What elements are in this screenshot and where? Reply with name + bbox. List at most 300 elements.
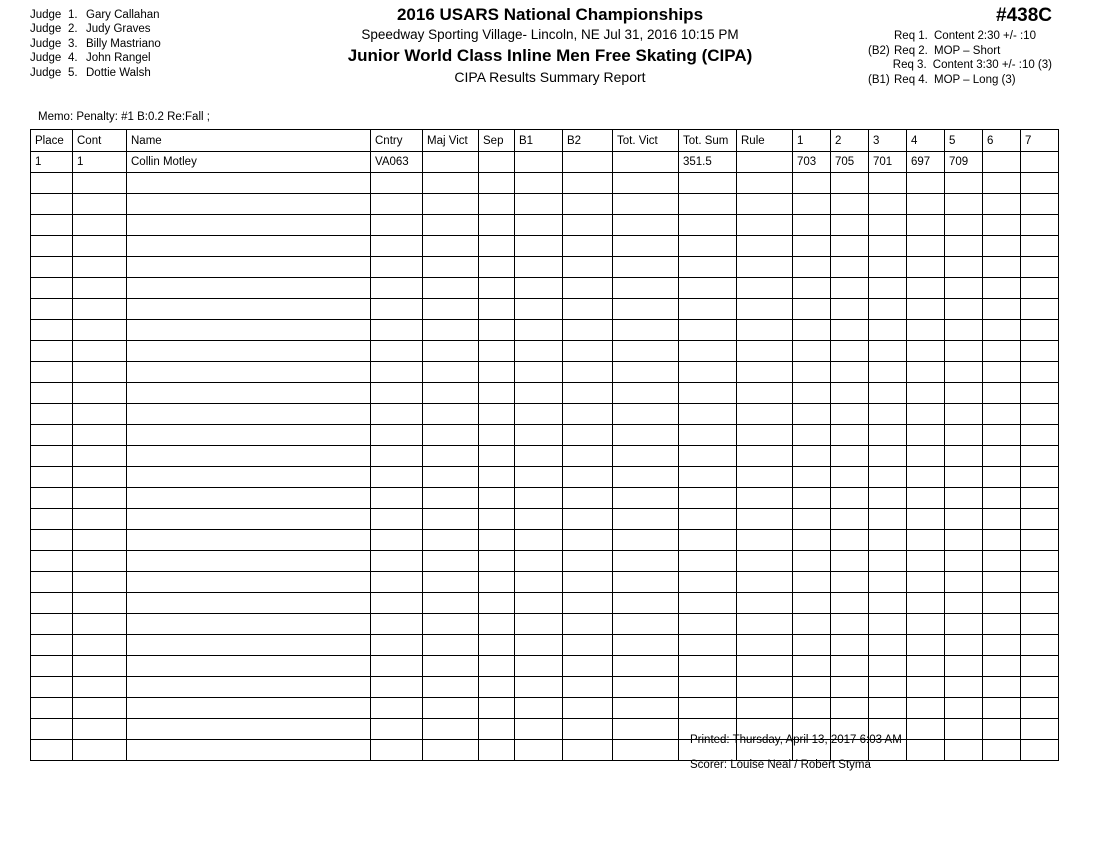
cell-empty [869, 383, 907, 404]
cell-empty [737, 572, 793, 593]
cell-empty [679, 278, 737, 299]
cell-maj-vict [423, 152, 479, 173]
cell-empty [371, 299, 423, 320]
cell-empty [73, 635, 127, 656]
cell-empty [31, 194, 73, 215]
cell-empty [679, 173, 737, 194]
cell-empty [831, 425, 869, 446]
cell-empty [679, 425, 737, 446]
cell-empty [793, 299, 831, 320]
cell-empty [423, 446, 479, 467]
cell-empty [679, 320, 737, 341]
cell-empty [563, 509, 613, 530]
judge-number: 5. [68, 66, 78, 79]
cell-empty [983, 698, 1021, 719]
cell-empty [73, 614, 127, 635]
col-judge-3: 3 [869, 130, 907, 152]
cell-empty [793, 341, 831, 362]
judge-name: Billy Mastriano [86, 37, 161, 50]
cell-empty [371, 215, 423, 236]
cell-empty [127, 551, 371, 572]
cell-empty [515, 173, 563, 194]
cell-empty [371, 530, 423, 551]
cell-empty [793, 173, 831, 194]
cell-empty [869, 341, 907, 362]
cell-empty [869, 257, 907, 278]
cell-empty [737, 656, 793, 677]
cell-empty [127, 593, 371, 614]
cell-empty [515, 635, 563, 656]
cell-empty [31, 173, 73, 194]
cell-empty [479, 341, 515, 362]
cell-empty [1021, 299, 1059, 320]
cell-empty [831, 593, 869, 614]
cell-empty [1021, 404, 1059, 425]
cell-empty [515, 299, 563, 320]
cell-empty [613, 383, 679, 404]
cell-empty [1021, 551, 1059, 572]
cell-empty [831, 362, 869, 383]
cell-empty [679, 509, 737, 530]
cell-empty [1021, 467, 1059, 488]
cell-empty [515, 215, 563, 236]
cell-empty [613, 740, 679, 761]
cell-empty [983, 299, 1021, 320]
cell-empty [945, 530, 983, 551]
cell-empty [945, 425, 983, 446]
cell-empty [73, 467, 127, 488]
cell-empty [479, 677, 515, 698]
cell-empty [515, 467, 563, 488]
cell-empty [563, 614, 613, 635]
cell-empty [563, 341, 613, 362]
cell-empty [983, 278, 1021, 299]
requirement-row [867, 73, 1052, 88]
cell-empty [945, 362, 983, 383]
cell-empty [1021, 362, 1059, 383]
cell-empty [737, 299, 793, 320]
cell-empty [563, 362, 613, 383]
cell-empty [679, 614, 737, 635]
cell-empty [479, 740, 515, 761]
cell-empty [679, 362, 737, 383]
cell-empty [793, 656, 831, 677]
judge-name: Gary Callahan [86, 9, 160, 21]
requirement-text: MOP – Short [934, 44, 1001, 57]
cell-empty [907, 719, 945, 740]
requirement-label: Req 3. [892, 59, 927, 71]
cell-empty [73, 425, 127, 446]
cell-empty [945, 299, 983, 320]
cell-empty [31, 635, 73, 656]
cell-empty [831, 320, 869, 341]
cell-empty [479, 656, 515, 677]
cell-empty [127, 656, 371, 677]
cell-empty [907, 341, 945, 362]
cell-empty [793, 551, 831, 572]
page-title: 2016 USARS National Championships [396, 5, 704, 24]
cell-empty [907, 656, 945, 677]
cell-empty [907, 614, 945, 635]
cell-rule [737, 152, 793, 173]
col-maj-vict: Maj Vict [423, 130, 479, 152]
cell-empty [983, 635, 1021, 656]
cell-empty [423, 551, 479, 572]
cell-empty [515, 320, 563, 341]
cell-empty [31, 530, 73, 551]
cell-empty [907, 404, 945, 425]
cell-empty [613, 341, 679, 362]
cell-empty [1021, 635, 1059, 656]
table-row-empty [31, 215, 1059, 236]
cell-empty [73, 299, 127, 320]
cell-empty [945, 719, 983, 740]
table-row-empty [31, 635, 1059, 656]
cell-empty [1021, 257, 1059, 278]
cell-empty [613, 425, 679, 446]
cell-empty [737, 593, 793, 614]
table-row-empty [31, 299, 1059, 320]
cell-empty [371, 236, 423, 257]
cell-empty [737, 320, 793, 341]
cell-empty [479, 488, 515, 509]
cell-empty [563, 656, 613, 677]
cell-empty [613, 509, 679, 530]
cell-empty [127, 572, 371, 593]
cell-empty [907, 551, 945, 572]
cell-empty [907, 215, 945, 236]
cell-empty [73, 341, 127, 362]
table-row-empty [31, 698, 1059, 719]
cell-empty [679, 551, 737, 572]
cell-empty [831, 509, 869, 530]
cell-empty [793, 236, 831, 257]
cell-empty [831, 341, 869, 362]
cell-empty [515, 194, 563, 215]
cell-empty [613, 257, 679, 278]
cell-empty [73, 530, 127, 551]
judge-number: 2. [68, 23, 78, 36]
cell-empty [423, 677, 479, 698]
cell-empty [793, 257, 831, 278]
cell-empty [907, 467, 945, 488]
judge-row [30, 66, 161, 80]
cell-empty [945, 677, 983, 698]
cell-empty [613, 320, 679, 341]
cell-empty [613, 551, 679, 572]
table-row-empty [31, 320, 1059, 341]
cell-empty [907, 530, 945, 551]
cell-empty [983, 572, 1021, 593]
cell-empty [31, 299, 73, 320]
report-subtitle: CIPA Results Summary Report [454, 69, 646, 85]
cell-empty [737, 215, 793, 236]
cell-empty [563, 677, 613, 698]
cell-empty [371, 404, 423, 425]
cell-empty [613, 488, 679, 509]
col-tot-sum: Tot. Sum [679, 130, 737, 152]
cell-empty [793, 467, 831, 488]
cell-empty [31, 215, 73, 236]
cell-empty [1021, 320, 1059, 341]
cell-empty [831, 278, 869, 299]
cell-empty [127, 509, 371, 530]
cell-empty [371, 614, 423, 635]
cell-empty [73, 383, 127, 404]
cell-empty [613, 299, 679, 320]
table-row-empty [31, 677, 1059, 698]
cell-empty [831, 446, 869, 467]
table-row-empty [31, 614, 1059, 635]
cell-empty [737, 257, 793, 278]
cell-empty [945, 572, 983, 593]
cell-empty [31, 614, 73, 635]
cell-empty [423, 740, 479, 761]
cell-empty [945, 551, 983, 572]
cell-empty [793, 593, 831, 614]
cell-empty [869, 278, 907, 299]
cell-empty [563, 173, 613, 194]
cell-empty [869, 698, 907, 719]
cell-judge-1: 703 [793, 152, 831, 173]
requirement-text: MOP – Long (3) [934, 73, 1016, 86]
cell-empty [983, 488, 1021, 509]
judge-name: Dottie Walsh [86, 66, 151, 79]
cell-empty [983, 551, 1021, 572]
cell-empty [1021, 383, 1059, 404]
cell-empty [479, 299, 515, 320]
cell-empty [515, 446, 563, 467]
col-cntry: Cntry [371, 130, 423, 152]
cell-empty [479, 446, 515, 467]
cell-empty [479, 404, 515, 425]
cell-empty [1021, 719, 1059, 740]
cell-empty [515, 551, 563, 572]
cell-empty [869, 551, 907, 572]
cell-empty [423, 635, 479, 656]
cell-empty [679, 698, 737, 719]
cell-empty [737, 383, 793, 404]
cell-empty [563, 446, 613, 467]
cell-empty [1021, 509, 1059, 530]
cell-empty [983, 257, 1021, 278]
cell-empty [613, 467, 679, 488]
requirement-tag: (B2) [868, 44, 890, 57]
cell-empty [127, 425, 371, 446]
cell-empty [423, 383, 479, 404]
cell-sep [479, 152, 515, 173]
cell-empty [371, 341, 423, 362]
cell-empty [613, 656, 679, 677]
cell-empty [371, 194, 423, 215]
cell-empty [479, 719, 515, 740]
event-title: Junior World Class Inline Men Free Skating (CIPA) [347, 46, 753, 65]
cell-empty [127, 299, 371, 320]
cell-empty [423, 341, 479, 362]
cell-empty [907, 383, 945, 404]
cell-empty [423, 509, 479, 530]
cell-empty [983, 446, 1021, 467]
cell-empty [869, 404, 907, 425]
cell-cntry: VA063 [371, 152, 423, 173]
cell-empty [423, 425, 479, 446]
cell-empty [563, 236, 613, 257]
scorer-line: Scorer: Louise Neal / Robert Styma [690, 759, 871, 771]
cell-empty [945, 173, 983, 194]
cell-empty [737, 677, 793, 698]
cell-empty [563, 698, 613, 719]
cell-empty [945, 320, 983, 341]
requirement-text: Content 2:30 +/- :10 [934, 30, 1036, 42]
cell-empty [613, 215, 679, 236]
cell-empty [831, 236, 869, 257]
cell-empty [1021, 593, 1059, 614]
judge-label: Judge [30, 9, 62, 21]
requirement-label: Req 4. [894, 73, 928, 86]
cell-empty [679, 341, 737, 362]
cell-empty [1021, 341, 1059, 362]
cell-empty [31, 698, 73, 719]
cell-empty [127, 215, 371, 236]
cell-empty [515, 572, 563, 593]
cell-empty [869, 320, 907, 341]
cell-empty [983, 614, 1021, 635]
cell-empty [831, 488, 869, 509]
requirements-block [867, 4, 1052, 87]
cell-empty [371, 656, 423, 677]
cell-empty [869, 215, 907, 236]
results-table-body [31, 152, 1059, 761]
cell-empty [793, 614, 831, 635]
cell-empty [737, 698, 793, 719]
cell-empty [679, 593, 737, 614]
cell-empty [869, 467, 907, 488]
cell-empty [127, 719, 371, 740]
cell-empty [869, 194, 907, 215]
cell-empty [907, 509, 945, 530]
cell-empty [945, 698, 983, 719]
cell-empty [515, 593, 563, 614]
cell-empty [869, 635, 907, 656]
cell-empty [613, 635, 679, 656]
table-row [31, 152, 1059, 173]
cell-empty [423, 488, 479, 509]
cell-empty [127, 236, 371, 257]
cell-empty [1021, 740, 1059, 761]
cell-empty [613, 530, 679, 551]
cell-empty [869, 173, 907, 194]
cell-empty [73, 551, 127, 572]
cell-empty [831, 299, 869, 320]
cell-empty [371, 173, 423, 194]
cell-empty [737, 341, 793, 362]
cell-empty [371, 257, 423, 278]
cell-empty [515, 740, 563, 761]
cell-empty [831, 194, 869, 215]
cell-empty [479, 635, 515, 656]
cell-empty [515, 278, 563, 299]
cell-judge-6 [983, 152, 1021, 173]
cell-empty [737, 551, 793, 572]
cell-empty [793, 509, 831, 530]
cell-empty [73, 740, 127, 761]
cell-empty [563, 404, 613, 425]
cell-empty [793, 278, 831, 299]
cell-b2 [563, 152, 613, 173]
cell-empty [793, 488, 831, 509]
cell-empty [127, 383, 371, 404]
cell-empty [831, 404, 869, 425]
cell-empty [31, 467, 73, 488]
table-row-empty [31, 488, 1059, 509]
cell-empty [563, 740, 613, 761]
cell-empty [831, 677, 869, 698]
cell-empty [869, 299, 907, 320]
col-judge-6: 6 [983, 130, 1021, 152]
cell-empty [613, 278, 679, 299]
cell-empty [679, 467, 737, 488]
cell-empty [793, 194, 831, 215]
table-row-empty [31, 593, 1059, 614]
judge-row [30, 8, 161, 22]
cell-empty [515, 425, 563, 446]
cell-empty [31, 740, 73, 761]
cell-empty [793, 446, 831, 467]
cell-empty [423, 257, 479, 278]
cell-empty [563, 215, 613, 236]
cell-empty [1021, 446, 1059, 467]
cell-empty [983, 425, 1021, 446]
cell-empty [371, 467, 423, 488]
cell-empty [869, 593, 907, 614]
cell-empty [907, 446, 945, 467]
judge-label: Judge [30, 52, 62, 65]
cell-empty [679, 677, 737, 698]
cell-empty [31, 677, 73, 698]
cell-empty [515, 698, 563, 719]
cell-empty [793, 530, 831, 551]
cell-empty [613, 404, 679, 425]
cell-empty [73, 215, 127, 236]
cell-empty [479, 698, 515, 719]
cell-empty [563, 593, 613, 614]
judge-number: 1. [68, 9, 78, 21]
table-row-empty [31, 572, 1059, 593]
cell-empty [983, 341, 1021, 362]
cell-empty [945, 341, 983, 362]
cell-empty [793, 320, 831, 341]
judge-row [30, 37, 161, 51]
cell-empty [737, 488, 793, 509]
cell-empty [907, 257, 945, 278]
cell-empty [515, 530, 563, 551]
cell-empty [737, 362, 793, 383]
cell-empty [945, 404, 983, 425]
cell-empty [793, 698, 831, 719]
cell-empty [371, 383, 423, 404]
cell-empty [127, 614, 371, 635]
cell-empty [515, 362, 563, 383]
cell-empty [479, 551, 515, 572]
cell-empty [907, 173, 945, 194]
cell-judge-4: 697 [907, 152, 945, 173]
judge-label: Judge [30, 66, 62, 79]
requirement-label: Req 2. [894, 44, 928, 57]
cell-empty [793, 635, 831, 656]
col-b1: B1 [515, 130, 563, 152]
cell-empty [73, 593, 127, 614]
cell-empty [945, 593, 983, 614]
